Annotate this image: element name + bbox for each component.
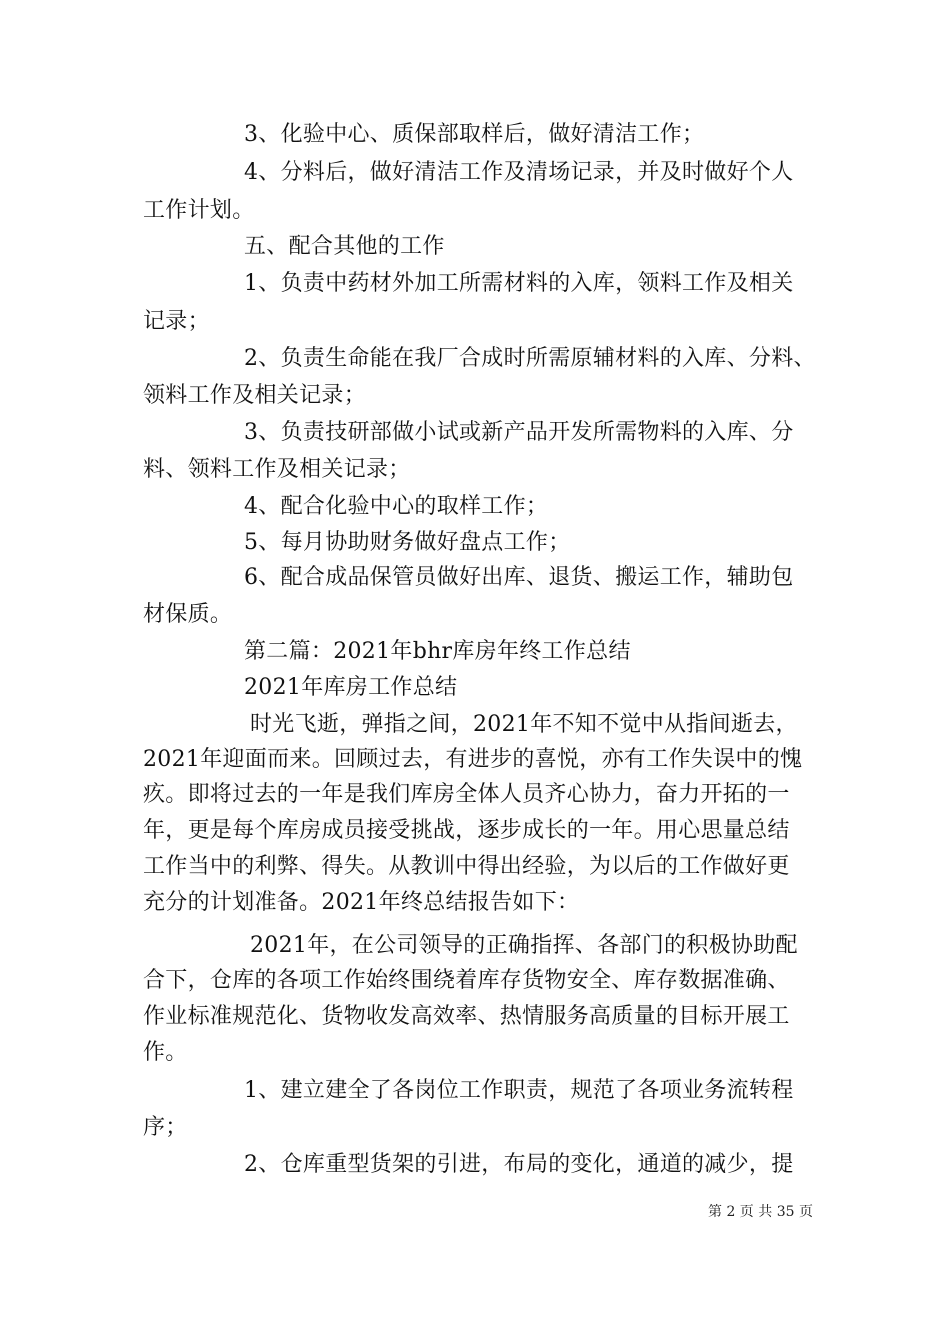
- text-line: 疚。即将过去的一年是我们库房全体人员齐心协力，奋力开拓的一: [143, 782, 790, 807]
- text-line: 记录；: [143, 309, 210, 334]
- text-line: 充分的计划准备。2021年终总结报告如下：: [143, 890, 580, 915]
- text-line: 时光飞逝，弹指之间，2021年不知不觉中从指间逝去，: [250, 712, 798, 737]
- section-heading: 五、配合其他的工作: [244, 234, 445, 259]
- text-line: 领料工作及相关记录；: [143, 383, 367, 408]
- text-line: 2、负责生命能在我厂合成时所需原辅材料的入库、分料、: [244, 346, 816, 371]
- text-line: 1、负责中药材外加工所需材料的入库，领料工作及相关: [244, 271, 794, 296]
- page-number: 第 2 页 共 35 页: [708, 1204, 813, 1220]
- text-line: 2、仓库重型货架的引进，布局的变化，通道的减少，提: [244, 1152, 794, 1177]
- text-line: 1、建立建全了各岗位工作职责，规范了各项业务流转程: [244, 1078, 794, 1103]
- text-line: 合下，仓库的各项工作始终围绕着库存货物安全、库存数据准确、: [143, 968, 790, 993]
- text-line: 2021年，在公司领导的正确指挥、各部门的积极协助配: [250, 933, 798, 958]
- text-line: 5、每月协助财务做好盘点工作；: [244, 530, 571, 555]
- chapter-title: 第二篇：2021年bhr库房年终工作总结: [244, 639, 631, 664]
- text-line: 4、配合化验中心的取样工作；: [244, 494, 549, 519]
- text-line: 3、化验中心、质保部取样后，做好清洁工作；: [244, 122, 705, 147]
- text-line: 2021年迎面而来。回顾过去，有进步的喜悦，亦有工作失误中的愧: [143, 747, 803, 772]
- text-line: 材保质。: [143, 602, 233, 627]
- text-line: 工作计划。: [143, 198, 255, 223]
- text-line: 工作当中的利弊、得失。从教训中得出经验，为以后的工作做好更: [143, 854, 790, 879]
- text-line: 6、配合成品保管员做好出库、退货、搬运工作，辅助包: [244, 565, 794, 590]
- text-line: 4、分料后，做好清洁工作及清场记录，并及时做好个人: [244, 160, 794, 185]
- document-title: 2021年库房工作总结: [244, 675, 458, 700]
- text-line: 料、领料工作及相关记录；: [143, 457, 411, 482]
- text-line: 序；: [143, 1115, 188, 1140]
- text-line: 年，更是每个库房成员接受挑战，逐步成长的一年。用心思量总结: [143, 818, 790, 843]
- text-line: 3、负责技研部做小试或新产品开发所需物料的入库、分: [244, 420, 794, 445]
- text-line: 作。: [143, 1040, 188, 1065]
- text-line: 作业标准规范化、货物收发高效率、热情服务高质量的目标开展工: [143, 1004, 790, 1029]
